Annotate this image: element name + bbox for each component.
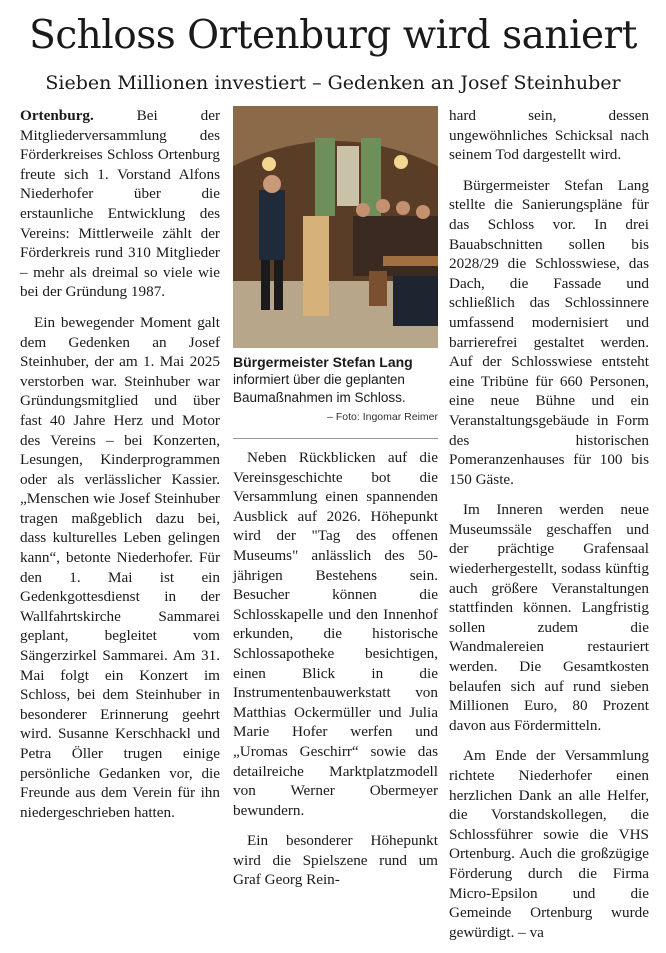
photo-caption	[233, 353, 438, 423]
article-photo	[233, 106, 438, 348]
dateline: Ortenburg.	[20, 107, 94, 124]
column-2	[233, 448, 438, 901]
headline: Schloss Ortenburg wird saniert	[29, 13, 637, 58]
column-1	[20, 106, 220, 833]
paragraph: Bei der Mitgliederversammlung des Förderkreises Schloss Ortenburg freute sich 1. Vorstand Alfons Niederhofer über die erstaunliche Entwicklung des Vereins: Mittlerweile zählt der Förderkreis rund 310 Mitglieder – mehr als dreimal so viele wie bei der Gründung 1987.	[20, 107, 220, 301]
caption-title: Bürgermeister Stefan Lang	[233, 354, 413, 370]
photo-illustration	[233, 106, 438, 348]
paragraph: Bürgermeister Stefan Lang stellte die Sanierungspläne für das Schloss vor. In drei Bauabschnitten sollen bis 2028/29 die Schlosswiese, das Dach, die Fassade und schließlich das Schlossinnere umfassend modernisiert und barrierefrei gestaltet werden. Auf der Schlosswiese entsteht eine Tribüne für 660 Personen, eine neue Bühne und ein Veranstaltungsgebäude in Form des historischen Pomeranzenhauses für 100 bis 150 Gäste.	[449, 176, 649, 488]
paragraph: hard sein, dessen ungewöhnliches Schicksal nach seinem Tod dargestellt wird.	[449, 107, 649, 164]
column-3	[449, 106, 649, 953]
paragraph: Ein besonderer Höhepunkt wird die Spielszene rund um Graf Georg Rein-	[233, 832, 438, 889]
paragraph: Ein bewegender Moment galt dem Gedenken an Josef Steinhuber, der am 1. Mai 2025 verstorben war. Steinhuber war Gründungsmitglied und über fast 40 Jahre Herz und Motor des Vereins – bei Konzerten, Lesungen, Kinderprogrammen oder als verlässlicher Kassier. „Menschen wie Josef Steinhuber tragen maßgeblich dazu bei, dass kulturelles Leben gelingen kann“, betonte Niederhofer. Für den 1. Mai ist ein Gedenkgottesdienst in der Wallfahrtskirche Sammarei geplant, begleitet vom Sängerzirkel Sammarei. Am 31. Mai folgt ein Konzert im Schloss, bei dem Steinhuber in besonderer Erinnerung geehrt wird. Susanne Kerschhackl und Petra Öller trugen einige persönliche Gedanken vor, die Freunde aus dem Verein für ihn niedergeschrieben hatten.	[20, 313, 220, 821]
subheadline: Sieben Millionen investiert – Gedenken an Josef Steinhuber	[45, 72, 621, 94]
paragraph: Am Ende der Versammlung richtete Niederhofer einen herzlichen Dank an alle Helfer, die Vorstandskollegen, die Schlossführer sowie die VHS Ortenburg. Auch die großzügige Förderung durch die Firma Micro-Epsilon und die Gemeinde Ortenburg wurde gewürdigt. – va	[449, 747, 649, 941]
caption-text: informiert über die geplanten Baumaßnahmen im Schloss.	[233, 372, 406, 405]
divider	[233, 438, 438, 439]
paragraph: Neben Rückblicken auf die Vereinsgeschichte bot die Versammlung einen spannenden Ausblick auf 2026. Höhepunkt wird der "Tag des offenen Museums" anlässlich des 50-jährigen Bestehens sein. Besucher können die Schlosskapelle und den Innenhof erkunden, die historische Schlossapotheke besichtigen, einen Blick in die Instrumentenbauwerkstatt von Matthias Ockermüller und Julia Marie Hofer werfen und „Uromas Geschirr“ sowie das detailreiche Marktplatzmodell von Werner Obermeyer bewundern.	[233, 449, 438, 819]
photo-credit: – Foto: Ingomar Reimer	[327, 411, 438, 423]
paragraph: Im Inneren werden neue Museumssäle geschaffen und der prächtige Grafensaal wiederhergestellt, sodass künftig auch größere Veranstaltungen stattfinden können. Langfristig sollen zudem die Wandmalereien restauriert werden. Die Gesamtkosten belaufen sich auf rund sieben Millionen Euro, 80 Prozent davon aus Fördermitteln.	[449, 501, 649, 734]
